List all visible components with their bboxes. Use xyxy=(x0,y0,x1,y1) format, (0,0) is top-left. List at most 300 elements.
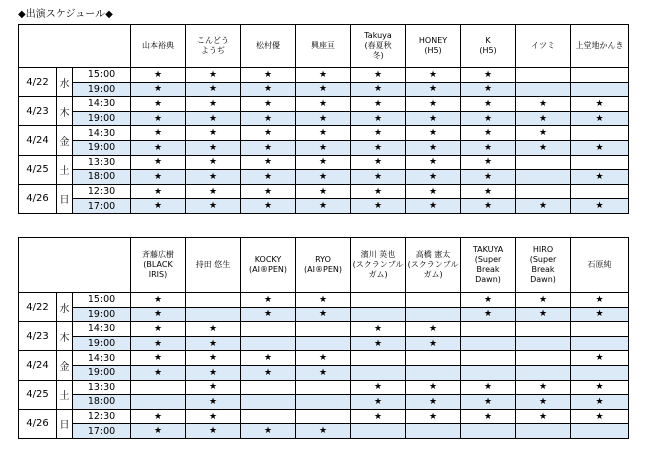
performer-header xyxy=(351,25,406,68)
performer-name-line: 上堂地かんき xyxy=(575,41,624,50)
performer-name-line: K xyxy=(485,36,491,45)
schedule-row xyxy=(19,351,629,366)
appearance-star: ★ xyxy=(461,126,516,141)
appearance-star: ★ xyxy=(351,111,406,126)
schedule-row xyxy=(19,82,629,97)
appearance-star: ★ xyxy=(131,336,186,351)
performer-name-line: こんどう xyxy=(197,36,230,45)
performer-name-line: (Super xyxy=(529,255,557,264)
performer-name-line: ガム) xyxy=(423,270,443,279)
appearance-star: ★ xyxy=(406,322,461,337)
schedule-table-1 xyxy=(18,24,629,214)
appearance-star: ★ xyxy=(131,293,186,308)
appearance-star: ★ xyxy=(131,97,186,112)
date-cell: 4/24 xyxy=(19,126,57,155)
performer-header xyxy=(516,25,571,68)
appearance-star: ★ xyxy=(296,199,351,214)
empty-cell xyxy=(516,351,571,366)
appearance-star: ★ xyxy=(406,155,461,170)
schedule-row xyxy=(19,365,629,380)
appearance-star: ★ xyxy=(296,307,351,322)
schedule-row xyxy=(19,111,629,126)
appearance-star: ★ xyxy=(351,126,406,141)
schedule-row xyxy=(19,293,629,308)
schedule-row xyxy=(19,380,629,395)
appearance-star: ★ xyxy=(296,126,351,141)
time-cell: 14:30 xyxy=(73,126,131,141)
performer-name-line: Break xyxy=(476,265,500,274)
performer-name-line: 冬) xyxy=(372,51,384,60)
date-cell: 4/24 xyxy=(19,351,57,380)
performer-name-line: (AI®PEN) xyxy=(249,265,287,274)
appearance-star: ★ xyxy=(406,395,461,410)
appearance-star: ★ xyxy=(186,322,241,337)
performer-header xyxy=(571,25,629,68)
appearance-star: ★ xyxy=(461,68,516,83)
performer-header xyxy=(186,25,241,68)
appearance-star: ★ xyxy=(516,140,571,155)
schedule-row xyxy=(19,409,629,424)
empty-cell xyxy=(241,322,296,337)
appearance-star: ★ xyxy=(406,336,461,351)
appearance-star: ★ xyxy=(186,424,241,439)
appearance-star: ★ xyxy=(516,199,571,214)
appearance-star: ★ xyxy=(131,111,186,126)
empty-cell xyxy=(406,351,461,366)
empty-cell xyxy=(571,155,629,170)
empty-cell xyxy=(351,365,406,380)
date-cell: 4/22 xyxy=(19,293,57,322)
empty-cell xyxy=(296,395,351,410)
appearance-star: ★ xyxy=(131,170,186,185)
empty-cell xyxy=(571,365,629,380)
performer-name-line: 高橋 憲太 xyxy=(415,250,451,259)
empty-cell xyxy=(351,351,406,366)
empty-cell xyxy=(461,424,516,439)
appearance-star: ★ xyxy=(461,307,516,322)
performer-name-line: ようぢ xyxy=(201,46,226,55)
appearance-star: ★ xyxy=(571,140,629,155)
appearance-star: ★ xyxy=(351,170,406,185)
performer-header xyxy=(516,238,571,293)
appearance-star: ★ xyxy=(571,170,629,185)
appearance-star: ★ xyxy=(296,365,351,380)
schedule-body-2 xyxy=(19,238,629,439)
appearance-star: ★ xyxy=(351,409,406,424)
performer-header xyxy=(351,238,406,293)
appearance-star: ★ xyxy=(571,293,629,308)
performer-header xyxy=(461,238,516,293)
empty-cell xyxy=(241,409,296,424)
time-cell: 19:00 xyxy=(73,111,131,126)
empty-cell xyxy=(516,365,571,380)
weekday-cell: 金 xyxy=(57,351,73,380)
appearance-star: ★ xyxy=(461,199,516,214)
performer-header xyxy=(131,25,186,68)
appearance-star: ★ xyxy=(296,155,351,170)
appearance-star: ★ xyxy=(131,68,186,83)
performer-name-line: Dawn) xyxy=(475,275,501,284)
appearance-star: ★ xyxy=(296,82,351,97)
appearance-star: ★ xyxy=(241,199,296,214)
appearance-star: ★ xyxy=(461,395,516,410)
date-cell: 4/23 xyxy=(19,322,57,351)
appearance-star: ★ xyxy=(131,199,186,214)
schedule-row xyxy=(19,336,629,351)
time-cell: 12:30 xyxy=(73,184,131,199)
appearance-star: ★ xyxy=(461,97,516,112)
appearance-star: ★ xyxy=(186,336,241,351)
header-row xyxy=(19,238,629,293)
header-row xyxy=(19,25,629,68)
appearance-star: ★ xyxy=(461,140,516,155)
empty-cell xyxy=(406,293,461,308)
appearance-star: ★ xyxy=(241,155,296,170)
appearance-star: ★ xyxy=(571,409,629,424)
appearance-star: ★ xyxy=(241,97,296,112)
appearance-star: ★ xyxy=(406,126,461,141)
appearance-star: ★ xyxy=(186,155,241,170)
appearance-star: ★ xyxy=(406,409,461,424)
empty-cell xyxy=(351,293,406,308)
performer-name-line: ガム) xyxy=(368,270,388,279)
empty-cell xyxy=(516,68,571,83)
empty-cell xyxy=(296,409,351,424)
appearance-star: ★ xyxy=(186,395,241,410)
appearance-star: ★ xyxy=(406,140,461,155)
performer-name-line: HONEY xyxy=(418,36,448,45)
empty-cell xyxy=(516,82,571,97)
appearance-star: ★ xyxy=(241,68,296,83)
schedule-row xyxy=(19,395,629,410)
appearance-star: ★ xyxy=(131,155,186,170)
appearance-star: ★ xyxy=(241,126,296,141)
performer-name-line: Break xyxy=(531,265,555,274)
appearance-star: ★ xyxy=(516,307,571,322)
schedule-row xyxy=(19,170,629,185)
performer-header xyxy=(571,238,629,293)
appearance-star: ★ xyxy=(131,409,186,424)
appearance-star: ★ xyxy=(516,126,571,141)
weekday-cell: 日 xyxy=(57,184,73,213)
appearance-star: ★ xyxy=(131,365,186,380)
performer-header xyxy=(406,25,461,68)
performer-name-line: 石原純 xyxy=(587,260,612,269)
appearance-star: ★ xyxy=(241,184,296,199)
appearance-star: ★ xyxy=(241,293,296,308)
appearance-star: ★ xyxy=(296,111,351,126)
performer-header xyxy=(461,25,516,68)
empty-cell xyxy=(296,336,351,351)
appearance-star: ★ xyxy=(351,380,406,395)
appearance-star: ★ xyxy=(186,351,241,366)
empty-cell xyxy=(241,380,296,395)
performer-name-line: HIRO xyxy=(532,245,554,254)
appearance-star: ★ xyxy=(351,199,406,214)
appearance-star: ★ xyxy=(406,199,461,214)
appearance-star: ★ xyxy=(186,409,241,424)
time-cell: 12:30 xyxy=(73,409,131,424)
date-cell: 4/22 xyxy=(19,68,57,97)
appearance-star: ★ xyxy=(351,395,406,410)
schedule-row xyxy=(19,424,629,439)
performer-name-line: 持田 悠生 xyxy=(195,260,231,269)
appearance-star: ★ xyxy=(186,170,241,185)
schedule-row xyxy=(19,68,629,83)
empty-cell xyxy=(516,336,571,351)
appearance-star: ★ xyxy=(296,170,351,185)
appearance-star: ★ xyxy=(186,140,241,155)
time-cell: 19:00 xyxy=(73,365,131,380)
appearance-star: ★ xyxy=(461,293,516,308)
appearance-star: ★ xyxy=(571,380,629,395)
page-heading: ◆出演スケジュール◆ xyxy=(18,9,113,20)
schedule-row xyxy=(19,184,629,199)
schedule-row xyxy=(19,97,629,112)
appearance-star: ★ xyxy=(406,380,461,395)
appearance-star: ★ xyxy=(351,336,406,351)
empty-cell xyxy=(351,307,406,322)
schedule-row xyxy=(19,155,629,170)
time-cell: 14:30 xyxy=(73,322,131,337)
empty-cell xyxy=(241,336,296,351)
appearance-star: ★ xyxy=(351,140,406,155)
performer-header xyxy=(296,25,351,68)
appearance-star: ★ xyxy=(461,380,516,395)
time-cell: 17:00 xyxy=(73,424,131,439)
appearance-star: ★ xyxy=(296,351,351,366)
empty-cell xyxy=(516,184,571,199)
appearance-star: ★ xyxy=(406,111,461,126)
appearance-star: ★ xyxy=(186,365,241,380)
appearance-star: ★ xyxy=(406,170,461,185)
performer-name-line: (BLACK xyxy=(143,260,173,269)
appearance-star: ★ xyxy=(186,184,241,199)
empty-cell xyxy=(516,322,571,337)
empty-cell xyxy=(461,336,516,351)
performer-name-line: 斉藤広樹 xyxy=(142,250,175,259)
empty-cell xyxy=(571,184,629,199)
appearance-star: ★ xyxy=(131,184,186,199)
appearance-star: ★ xyxy=(241,307,296,322)
performer-header xyxy=(131,238,186,293)
weekday-cell: 土 xyxy=(57,380,73,409)
time-cell: 19:00 xyxy=(73,82,131,97)
appearance-star: ★ xyxy=(296,424,351,439)
appearance-star: ★ xyxy=(406,184,461,199)
performer-header xyxy=(241,238,296,293)
appearance-star: ★ xyxy=(241,170,296,185)
appearance-star: ★ xyxy=(131,126,186,141)
appearance-star: ★ xyxy=(186,82,241,97)
appearance-star: ★ xyxy=(571,307,629,322)
appearance-star: ★ xyxy=(131,140,186,155)
performer-name-line: (H5) xyxy=(424,46,442,55)
appearance-star: ★ xyxy=(571,351,629,366)
appearance-star: ★ xyxy=(406,97,461,112)
appearance-star: ★ xyxy=(241,424,296,439)
appearance-star: ★ xyxy=(461,409,516,424)
appearance-star: ★ xyxy=(131,424,186,439)
empty-cell xyxy=(131,380,186,395)
appearance-star: ★ xyxy=(516,395,571,410)
performer-name-line: (春夏秋 xyxy=(364,41,392,50)
appearance-star: ★ xyxy=(241,365,296,380)
schedule-row xyxy=(19,199,629,214)
date-cell: 4/26 xyxy=(19,184,57,213)
time-cell: 19:00 xyxy=(73,140,131,155)
appearance-star: ★ xyxy=(186,126,241,141)
appearance-star: ★ xyxy=(241,82,296,97)
weekday-cell: 金 xyxy=(57,126,73,155)
performer-name-line: イツミ xyxy=(531,41,556,50)
empty-cell xyxy=(406,365,461,380)
performer-name-line: Dawn) xyxy=(530,275,556,284)
empty-cell xyxy=(406,307,461,322)
appearance-star: ★ xyxy=(296,68,351,83)
appearance-star: ★ xyxy=(571,199,629,214)
appearance-star: ★ xyxy=(186,111,241,126)
time-cell: 18:00 xyxy=(73,170,131,185)
schedule-row xyxy=(19,140,629,155)
schedule-row xyxy=(19,126,629,141)
appearance-star: ★ xyxy=(131,351,186,366)
appearance-star: ★ xyxy=(296,293,351,308)
empty-cell xyxy=(461,351,516,366)
weekday-cell: 木 xyxy=(57,322,73,351)
appearance-star: ★ xyxy=(131,82,186,97)
empty-cell xyxy=(571,424,629,439)
performer-name-line: (H5) xyxy=(479,46,497,55)
performer-name-line: (AI®PEN) xyxy=(304,265,342,274)
time-cell: 13:30 xyxy=(73,155,131,170)
empty-cell xyxy=(571,336,629,351)
performer-header xyxy=(241,25,296,68)
empty-cell xyxy=(571,68,629,83)
appearance-star: ★ xyxy=(241,111,296,126)
empty-cell xyxy=(571,322,629,337)
appearance-star: ★ xyxy=(351,68,406,83)
time-cell: 18:00 xyxy=(73,395,131,410)
performer-name-line: 興座亘 xyxy=(311,41,336,50)
date-cell: 4/25 xyxy=(19,155,57,184)
performer-name-line: 山本裕典 xyxy=(142,41,175,50)
time-cell: 14:30 xyxy=(73,351,131,366)
performer-name-line: (Super xyxy=(474,255,502,264)
performer-header xyxy=(296,238,351,293)
appearance-star: ★ xyxy=(131,307,186,322)
appearance-star: ★ xyxy=(516,97,571,112)
appearance-star: ★ xyxy=(241,140,296,155)
appearance-star: ★ xyxy=(186,380,241,395)
appearance-star: ★ xyxy=(516,293,571,308)
appearance-star: ★ xyxy=(571,395,629,410)
empty-cell xyxy=(461,365,516,380)
performer-name-line: IRIS) xyxy=(148,270,168,279)
time-cell: 15:00 xyxy=(73,293,131,308)
appearance-star: ★ xyxy=(186,199,241,214)
performer-name-line: RYO xyxy=(315,255,331,264)
empty-cell xyxy=(241,395,296,410)
performer-header xyxy=(406,238,461,293)
appearance-star: ★ xyxy=(351,155,406,170)
date-cell: 4/23 xyxy=(19,97,57,126)
schedule-row xyxy=(19,307,629,322)
appearance-star: ★ xyxy=(406,68,461,83)
appearance-star: ★ xyxy=(296,97,351,112)
appearance-star: ★ xyxy=(186,97,241,112)
appearance-star: ★ xyxy=(351,322,406,337)
weekday-cell: 木 xyxy=(57,97,73,126)
header-corner xyxy=(19,238,131,293)
appearance-star: ★ xyxy=(186,68,241,83)
weekday-cell: 水 xyxy=(57,293,73,322)
appearance-star: ★ xyxy=(131,322,186,337)
weekday-cell: 土 xyxy=(57,155,73,184)
empty-cell xyxy=(571,82,629,97)
schedule-body-1 xyxy=(19,25,629,214)
time-cell: 17:00 xyxy=(73,199,131,214)
empty-cell xyxy=(351,424,406,439)
appearance-star: ★ xyxy=(516,111,571,126)
appearance-star: ★ xyxy=(461,82,516,97)
appearance-star: ★ xyxy=(296,140,351,155)
performer-header xyxy=(186,238,241,293)
empty-cell xyxy=(296,380,351,395)
performer-name-line: (スクランブル xyxy=(407,260,459,269)
performer-name-line: 松村優 xyxy=(256,41,281,50)
empty-cell xyxy=(406,424,461,439)
appearance-star: ★ xyxy=(461,184,516,199)
appearance-star: ★ xyxy=(351,82,406,97)
time-cell: 19:00 xyxy=(73,307,131,322)
appearance-star: ★ xyxy=(296,184,351,199)
appearance-star: ★ xyxy=(461,111,516,126)
appearance-star: ★ xyxy=(406,82,461,97)
appearance-star: ★ xyxy=(571,111,629,126)
appearance-star: ★ xyxy=(461,170,516,185)
appearance-star: ★ xyxy=(516,409,571,424)
empty-cell xyxy=(516,170,571,185)
empty-cell xyxy=(186,293,241,308)
empty-cell xyxy=(186,307,241,322)
appearance-star: ★ xyxy=(351,97,406,112)
appearance-star: ★ xyxy=(351,184,406,199)
empty-cell xyxy=(131,395,186,410)
date-cell: 4/25 xyxy=(19,380,57,409)
time-cell: 13:30 xyxy=(73,380,131,395)
appearance-star: ★ xyxy=(461,155,516,170)
weekday-cell: 日 xyxy=(57,409,73,438)
weekday-cell: 水 xyxy=(57,68,73,97)
time-cell: 14:30 xyxy=(73,97,131,112)
performer-name-line: KOCKY xyxy=(254,255,282,264)
appearance-star: ★ xyxy=(516,380,571,395)
appearance-star: ★ xyxy=(241,351,296,366)
empty-cell xyxy=(516,155,571,170)
schedule-table-2 xyxy=(18,237,629,439)
performer-name-line: Takuya xyxy=(364,31,392,40)
time-cell: 15:00 xyxy=(73,68,131,83)
time-cell: 19:00 xyxy=(73,336,131,351)
date-cell: 4/26 xyxy=(19,409,57,438)
schedule-row xyxy=(19,322,629,337)
empty-cell xyxy=(571,126,629,141)
header-corner xyxy=(19,25,131,68)
appearance-star: ★ xyxy=(571,97,629,112)
performer-name-line: TAKUYA xyxy=(472,245,504,254)
performer-name-line: (スクランブル xyxy=(352,260,404,269)
